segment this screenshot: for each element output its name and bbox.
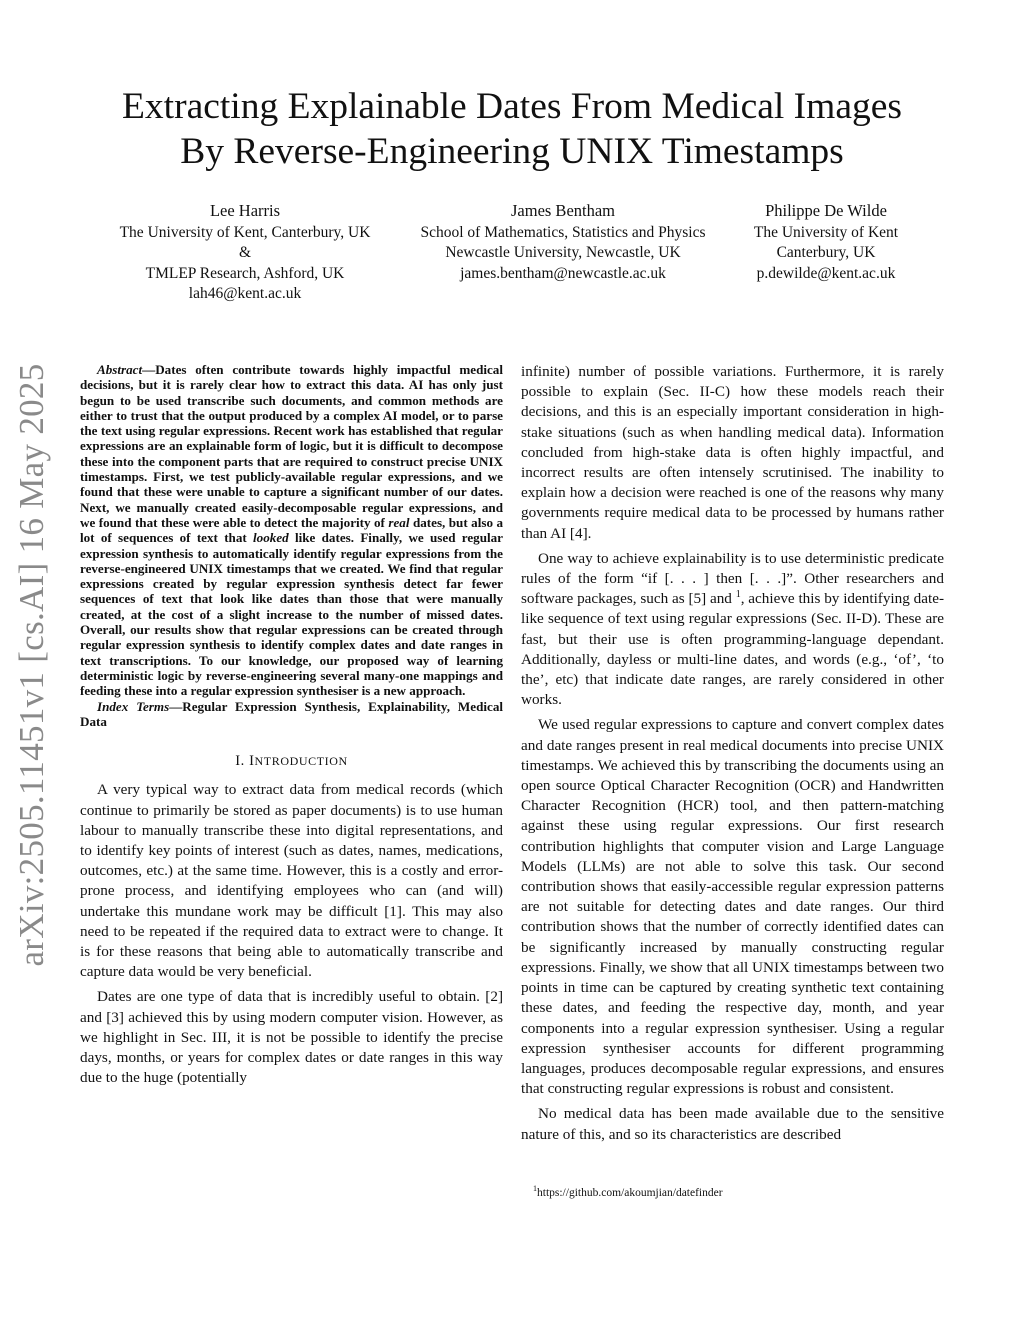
- arxiv-side-stamp: [4, 363, 60, 967]
- paragraph: We used regular expressions to capture and convert complex dates and date ranges present in real medical documents into precise UNIX timestamps. We achieved this by transcribing the documents using an open source Optical Character Recognition (OCR) and Handwritten Character Recognition (HCR) tool, and then pattern-matching against these using regular expressions. Our first research contribution highlights that computer vision and Large Language Models (LLMs) are not able to solve this task. Our second contribution shows that easily-accessible regular expression patterns are not suitable for detecting dates and date ranges. Our third contribution shows that the number of correctly identified dates can be significantly increased by manually constructing regular expressions. Finally, we show that all UNIX timestamps between two points in time can be captured by creating synthetic text containing these dates, and feeding the respective day, month, and year components into a regular expression synthesiser. Using a regular expression synthesiser accounts for different programming languages, produces decomposable regular expressions, and ensures that constructing regular expressions is robust and consistent.: [521, 716, 944, 1098]
- paragraph: Dates are one type of data that is incredibly useful to obtain. [2] and [3] achieved this by using modern computer vision. However, as we highlight in Sec. III, it is not be possible to identify the precise days, months, or years for complex dates or date ranges in this way due to the huge (potentially: [80, 988, 503, 1087]
- author-block-1: [105, 201, 385, 305]
- index-terms-text: Regular Expression Synthesis, Explainability, Medical Data: [80, 698, 503, 729]
- section-title-rest: NTRODUCTION: [254, 754, 348, 769]
- abstract-text: like dates. Finally, we used regular expression synthesis to automatically identify regular expressions from the reverse-engineered UNIX timestamps that we created. We find that regular expressions created by regular expression synthesis detect far fewer sequences of text that look like dates than those that were manually created, at the cost of a slight increase to the number of missed dates. Overall, our results show that regular expressions can be created through regular expression synthesis to identify complex dates and date ranges in text transcriptions. To our knowledge, our proposed way of learning deterministic logic by reverse-engineering several many-one mappings and feeding these into a regular expression synthesiser is a new approach.: [80, 530, 503, 699]
- footnote-marker: 1: [735, 589, 741, 601]
- index-terms-label: Index Terms: [97, 698, 170, 714]
- right-column: [521, 362, 944, 1145]
- author-name: Lee Harris: [209, 201, 281, 220]
- author-block-3: [736, 201, 916, 284]
- section-title-initial: I: [249, 753, 255, 770]
- footnote-number: 1: [533, 1184, 537, 1194]
- paragraph-text: , achieve this by identifying date-like sequence of text using regular expressions (Sec. II-D). These are fast, but their use is often programming-language dependant. Additionally, dayless or multi-line dates, and words (e.g., ‘of’, ‘to the’, etc) that indicate date ranges, are rarely considered in other works.: [521, 590, 944, 709]
- paper-title: [60, 84, 964, 174]
- author-email: lah46@kent.ac.uk: [188, 285, 302, 302]
- author-affiliation: The University of Kent: [753, 223, 899, 241]
- author-block-2: [403, 201, 723, 284]
- author-affiliation: Canterbury, UK: [776, 244, 876, 261]
- section-number: I.: [235, 753, 245, 770]
- section-heading: [80, 751, 503, 771]
- author-affiliation: School of Mathematics, Statistics and Physics: [420, 223, 706, 241]
- paragraph: A very typical way to extract data from medical records (which continue to primarily be stored as paper documents) is to use human labour to manually transcribe these into digital representations, and to identify key points of interest (such as dates, names, medications, outcomes, etc.) at the same time. However, this is a costly and error-prone process, and identifying employees who can (and will) undertake this mundane work may be difficult [1]. This may also need to be repeated if the required data to extract were to change. It is for these reasons that being able to automatically transcribe and capture data would be very beneficial.: [80, 781, 503, 981]
- paragraph: [521, 549, 944, 711]
- author-email: p.dewilde@kent.ac.uk: [756, 264, 896, 282]
- title-line: By Reverse-Engineering UNIX Timestamps: [180, 131, 844, 172]
- author-name: Philippe De Wilde: [765, 201, 887, 220]
- paragraph: No medical data has been made available due to the sensitive nature of this, and so its characteristics are described: [521, 1105, 944, 1143]
- abstract-emphasis: looked: [253, 530, 289, 546]
- author-affiliation: &: [238, 244, 252, 261]
- abstract-text: Dates often contribute towards highly impactful medical decisions, but it is rarely clear how to extract this data. AI has only just begun to be used transcribe such documents, and common methods are either to trust that the output produced by a complex AI model, or to parse the text using regular expressions. Recent work has established that regular expressions are an explainable form of logic, but it is difficult to decompose these into the component parts that are required to construct precise UNIX timestamps. First, we test publicly-available regular expressions, and we found that these were unable to capture a significant number of our dates. Next, we manually created easily-decomposable regular expressions, and we found that these were able to detect the majority of: [80, 362, 503, 530]
- author-email: james.bentham@newcastle.ac.uk: [460, 264, 666, 282]
- author-affiliation: The University of Kent, Canterbury, UK: [119, 223, 371, 241]
- paragraph: infinite) number of possible variations. Furthermore, it is rarely possible to explain (Sec. II-C) how these models reach their decisions, and this is an especially important consideration in high-stake situations (such as when handling medical data). Information concluded from high-stake data is often highly impactful, and incorrect results are often intensely scrutinised. The inability to explain how a decision were reached is one of the reasons why many governments require medical data to be processed by humans rather than AI [4].: [521, 363, 944, 542]
- author-name: James Bentham: [510, 201, 616, 220]
- author-affiliation: Newcastle University, Newcastle, UK: [445, 244, 681, 261]
- arxiv-identifier: arXiv:2505.11451v1 [cs.AI] 16 May 2025: [12, 363, 51, 967]
- footnote: [533, 1186, 723, 1200]
- abstract-label: Abstract: [97, 362, 143, 377]
- paragraph-text: One way to achieve explainability is to use deterministic predicate rules of the form “if [. . . ] then [. . .]”. Other researchers and software packages, such as [5] and: [521, 549, 944, 608]
- abstract: Abstract—Dates often contribute towards highly impactful medical decisions, but it is rarely clear how to extract this data. AI has only just begun to be used transcribe such documents, and common methods are either to trust that the output produced by a complex AI model, or to parse the text using regular expressions. Recent work has established that regular expressions are an explainable form of logic, but it is difficult to decompose these into the component parts that are required to construct precise UNIX timestamps. First, we test publicly-available regular expressions, and we found that these were unable to capture a significant number of our dates. Next, we manually created easily-decomposable regular expressions, and we found that these were able to detect the majority of real dates, but also a lot of sequences of text that looked like dates. Finally, we used regular expression synthesis to automatically identify regular expressions from the reverse-engineered UNIX timestamps that we created. We find that regular expressions created by regular expression synthesis detect far fewer sequences of text that look like dates than those that were manually created, at the cost of a slight increase to the number of missed dates. Overall, our results show that regular expressions can be created through regular expression synthesis to identify complex dates and date ranges in text transcriptions. To our knowledge, our proposed way of learning deterministic logic by reverse-engineering several many-one mappings and feeding these into a regular expression synthesiser is a new approach. Index Terms—Regular Expression Synthesis, Explainability, Medical Data: [80, 362, 504, 729]
- left-column: [80, 362, 503, 1088]
- abstract-emphasis: real: [388, 514, 410, 530]
- author-affiliation: TMLEP Research, Ashford, UK: [145, 264, 345, 282]
- title-line: Extracting Explainable Dates From Medical Images: [122, 86, 902, 127]
- abstract-text: dates, but also a lot of sequences of text that: [80, 514, 504, 546]
- footnote-url[interactable]: https://github.com/akoumjian/datefinder: [537, 1187, 723, 1199]
